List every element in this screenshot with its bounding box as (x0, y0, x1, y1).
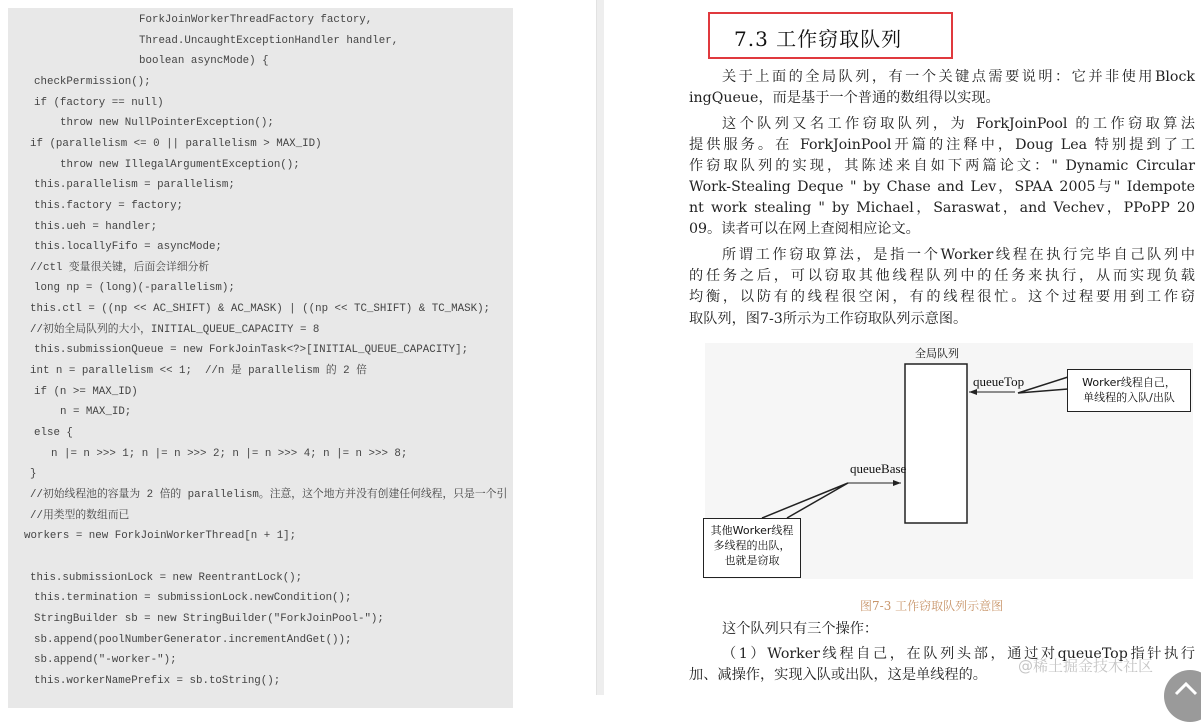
scroll-to-top-button[interactable] (1164, 670, 1201, 722)
top-callout (1067, 369, 1191, 412)
code-line: this.parallelism = parallelism; (34, 179, 235, 192)
code-line: throw new IllegalArgumentException(); (60, 158, 300, 171)
top-callout-line: Worker线程自己， (1082, 376, 1176, 389)
paragraph-line: 09。读者可以在网上查阅相应论文。 (689, 221, 920, 237)
code-line: StringBuilder sb = new StringBuilder("ForkJoinPool-"); (34, 612, 384, 625)
code-line: if (factory == null) (34, 96, 164, 109)
code-line: boolean asyncMode) { (139, 55, 269, 68)
base-callout-line: 也就是窃取 (724, 554, 780, 567)
page-divider (596, 0, 604, 695)
queue-label: 全局队列 (915, 347, 959, 360)
queue-rect (905, 364, 967, 523)
code-line: this.submissionQueue = new ForkJoinTask<?>[INITIAL_QUEUE_CAPACITY]; (34, 344, 469, 357)
paragraph-line: 作窃取队列的实现，其陈述来自如下两篇论文：" Dynamic Circular (689, 158, 1195, 174)
base-callout-line: 多线程的出队， (713, 539, 791, 552)
left-page (0, 0, 596, 695)
top-callout-line: 单线程的入队/出队 (1083, 391, 1175, 404)
code-line: sb.append("-worker-"); (34, 654, 177, 667)
code-line: //初始全局队列的大小，INITIAL_QUEUE_CAPACITY = 8 (30, 323, 320, 336)
code-line: if (parallelism <= 0 || parallelism > MAX_ID) (30, 137, 322, 150)
paragraph-line: ingQueue，而是基于一个普通的数组得以实现。 (689, 90, 1000, 106)
code-line: if (n >= MAX_ID) (34, 385, 138, 398)
code-line: Thread.UncaughtExceptionHandler handler, (139, 34, 399, 47)
code-line: workers = new ForkJoinWorkerThread[n + 1]; (24, 530, 297, 543)
code-line: //用类型的数组而已 (30, 509, 130, 522)
base-callout-line: 其他Worker线程 (710, 524, 794, 537)
queue-top-label: queueTop (973, 374, 1025, 389)
paragraph-line: 加、减操作，实现入队或出队，这是单线程的。 (689, 667, 987, 683)
code-line: n |= n >>> 1; n |= n >>> 2; n |= n >>> 4; n |= n >>> 8; (51, 447, 408, 460)
paragraph-line: 提供服务。在 ForkJoinPool开篇的注释中，Doug Lea 特别提到了工 (689, 137, 1195, 153)
paragraph-line: 均衡，以防有的线程很空闲，有的线程很忙。这个过程要用到工作窃 (689, 289, 1195, 305)
figure-caption: 图7-3 工作窃取队列示意图 (860, 599, 1004, 613)
watermark: @稀土掘金技术社区 (1018, 657, 1154, 675)
paragraph-line: Work-Stealing Deque " by Chase and Lev，SPAA 2005与" Idempote (689, 179, 1195, 195)
code-line: //ctl 变量很关键，后面会详细分析 (30, 261, 210, 274)
paragraph-line: 取队列，图7-3所示为工作窃取队列示意图。 (689, 311, 968, 327)
code-line: this.workerNamePrefix = sb.toString(); (34, 674, 281, 687)
base-callout-pointer (762, 483, 848, 518)
code-line: throw new NullPointerException(); (60, 117, 274, 130)
code-line: n = MAX_ID; (60, 406, 132, 419)
code-line: ForkJoinWorkerThreadFactory factory, (139, 14, 373, 26)
code-block (8, 8, 513, 708)
base-callout (703, 518, 801, 578)
section-title: 7.3 工作窃取队列 (734, 27, 903, 51)
work-stealing-queue-diagram (705, 343, 1193, 579)
paragraph-line: 的任务之后，可以窃取其他线程队列中的任务来执行，从而实现负载 (689, 268, 1195, 284)
paragraph-line: 这个队列又名工作窃取队列，为 ForkJoinPool 的工作窃取算法 (722, 116, 1195, 132)
chevron-up-icon (1164, 670, 1201, 722)
code-line: int n = parallelism << 1; //n 是 parallelism 的 2 倍 (30, 365, 367, 378)
code-line: this.factory = factory; (34, 199, 184, 212)
code-line: this.ueh = handler; (34, 220, 158, 233)
paragraph-line: 这个队列只有三个操作： (722, 621, 879, 637)
paragraph-line: （1）Worker线程自己，在队列头部，通过对queueTop指针执行 (722, 646, 1195, 662)
code-line: else { (34, 427, 73, 439)
top-callout-pointer (1018, 377, 1068, 393)
code-line: sb.append(poolNumberGenerator.incrementAndGet()); (34, 633, 352, 646)
code-line: } (30, 468, 37, 481)
paragraph-line: nt work stealing " by Michael，Saraswat，and Vechev，PPoPP 20 (689, 200, 1195, 216)
paragraph-line: 关于上面的全局队列，有一个关键点需要说明：它并非使用Block (722, 69, 1195, 85)
code-line: checkPermission(); (34, 75, 151, 88)
code-line: this.termination = submissionLock.newCondition(); (34, 592, 352, 605)
paragraph-line: 所谓工作窃取算法，是指一个Worker线程在执行完毕自己队列中 (722, 247, 1195, 263)
queue-base-label: queueBase (850, 461, 907, 476)
section-title-box (708, 12, 953, 59)
code-line: this.submissionLock = new ReentrantLock(); (30, 571, 303, 584)
code-line: long np = (long)(-parallelism); (34, 282, 235, 295)
code-line: this.ctl = ((np << AC_SHIFT) & AC_MASK) | ((np << TC_SHIFT) & TC_MASK); (30, 303, 491, 316)
code-line: //初始线程池的容量为 2 倍的 parallelism。注意，这个地方并没有创建任何线程，只是一个引 (30, 488, 508, 501)
code-line: this.locallyFifo = asyncMode; (34, 241, 222, 254)
